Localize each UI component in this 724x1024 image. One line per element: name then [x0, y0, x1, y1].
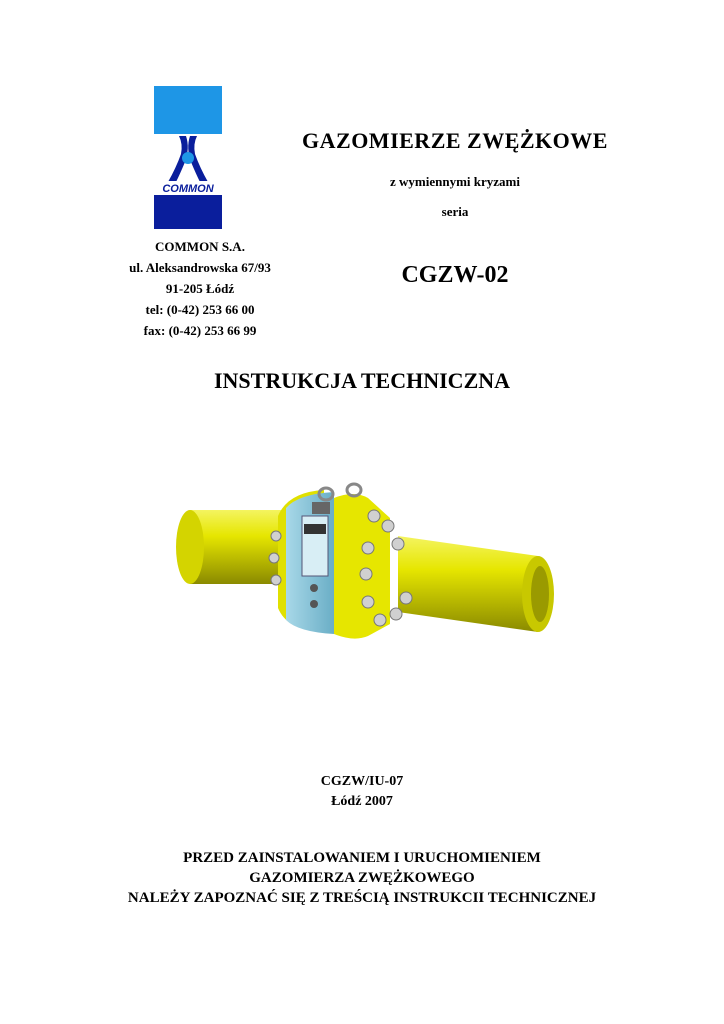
common-logo-icon: [154, 86, 222, 229]
document-subtitle: z wymiennymi kryzami: [390, 174, 520, 189]
warning-notice: [0, 848, 724, 908]
instruction-title: INSTRUKCJA TECHNICZNA: [213, 368, 511, 393]
company-address: [100, 236, 300, 341]
document-title: GAZOMIERZE ZWĘŻKOWE: [302, 128, 608, 153]
company-logo: [154, 86, 222, 229]
company-city: 91-205 Łódź: [165, 281, 235, 296]
logo-text: COMMON: [162, 183, 214, 195]
document-code: CGZW/IU-07: [320, 774, 404, 789]
company-tel: tel: (0-42) 253 66 00: [145, 302, 255, 317]
product-image: [128, 398, 596, 766]
place-date: Łódź 2007: [331, 794, 393, 809]
series-label: seria: [441, 204, 469, 219]
warning-line-1: PRZED ZAINSTALOWANIEM I URUCHOMIENIEM: [183, 850, 541, 866]
warning-line-3: NALEŻY ZAPOZNAĆ SIĘ Z TREŚCIĄ INSTRUKCII TECHNICZNEJ: [127, 890, 597, 906]
warning-line-2: GAZOMIERZA ZWĘŻKOWEGO: [249, 870, 475, 886]
model-name: CGZW-02: [401, 262, 509, 288]
company-fax: fax: (0-42) 253 66 99: [143, 323, 257, 338]
company-street: ul. Aleksandrowska 67/93: [129, 260, 271, 275]
gas-meter-render-icon: [128, 398, 596, 766]
document-id-block: [0, 772, 724, 812]
company-name: COMMON S.A.: [155, 239, 245, 254]
